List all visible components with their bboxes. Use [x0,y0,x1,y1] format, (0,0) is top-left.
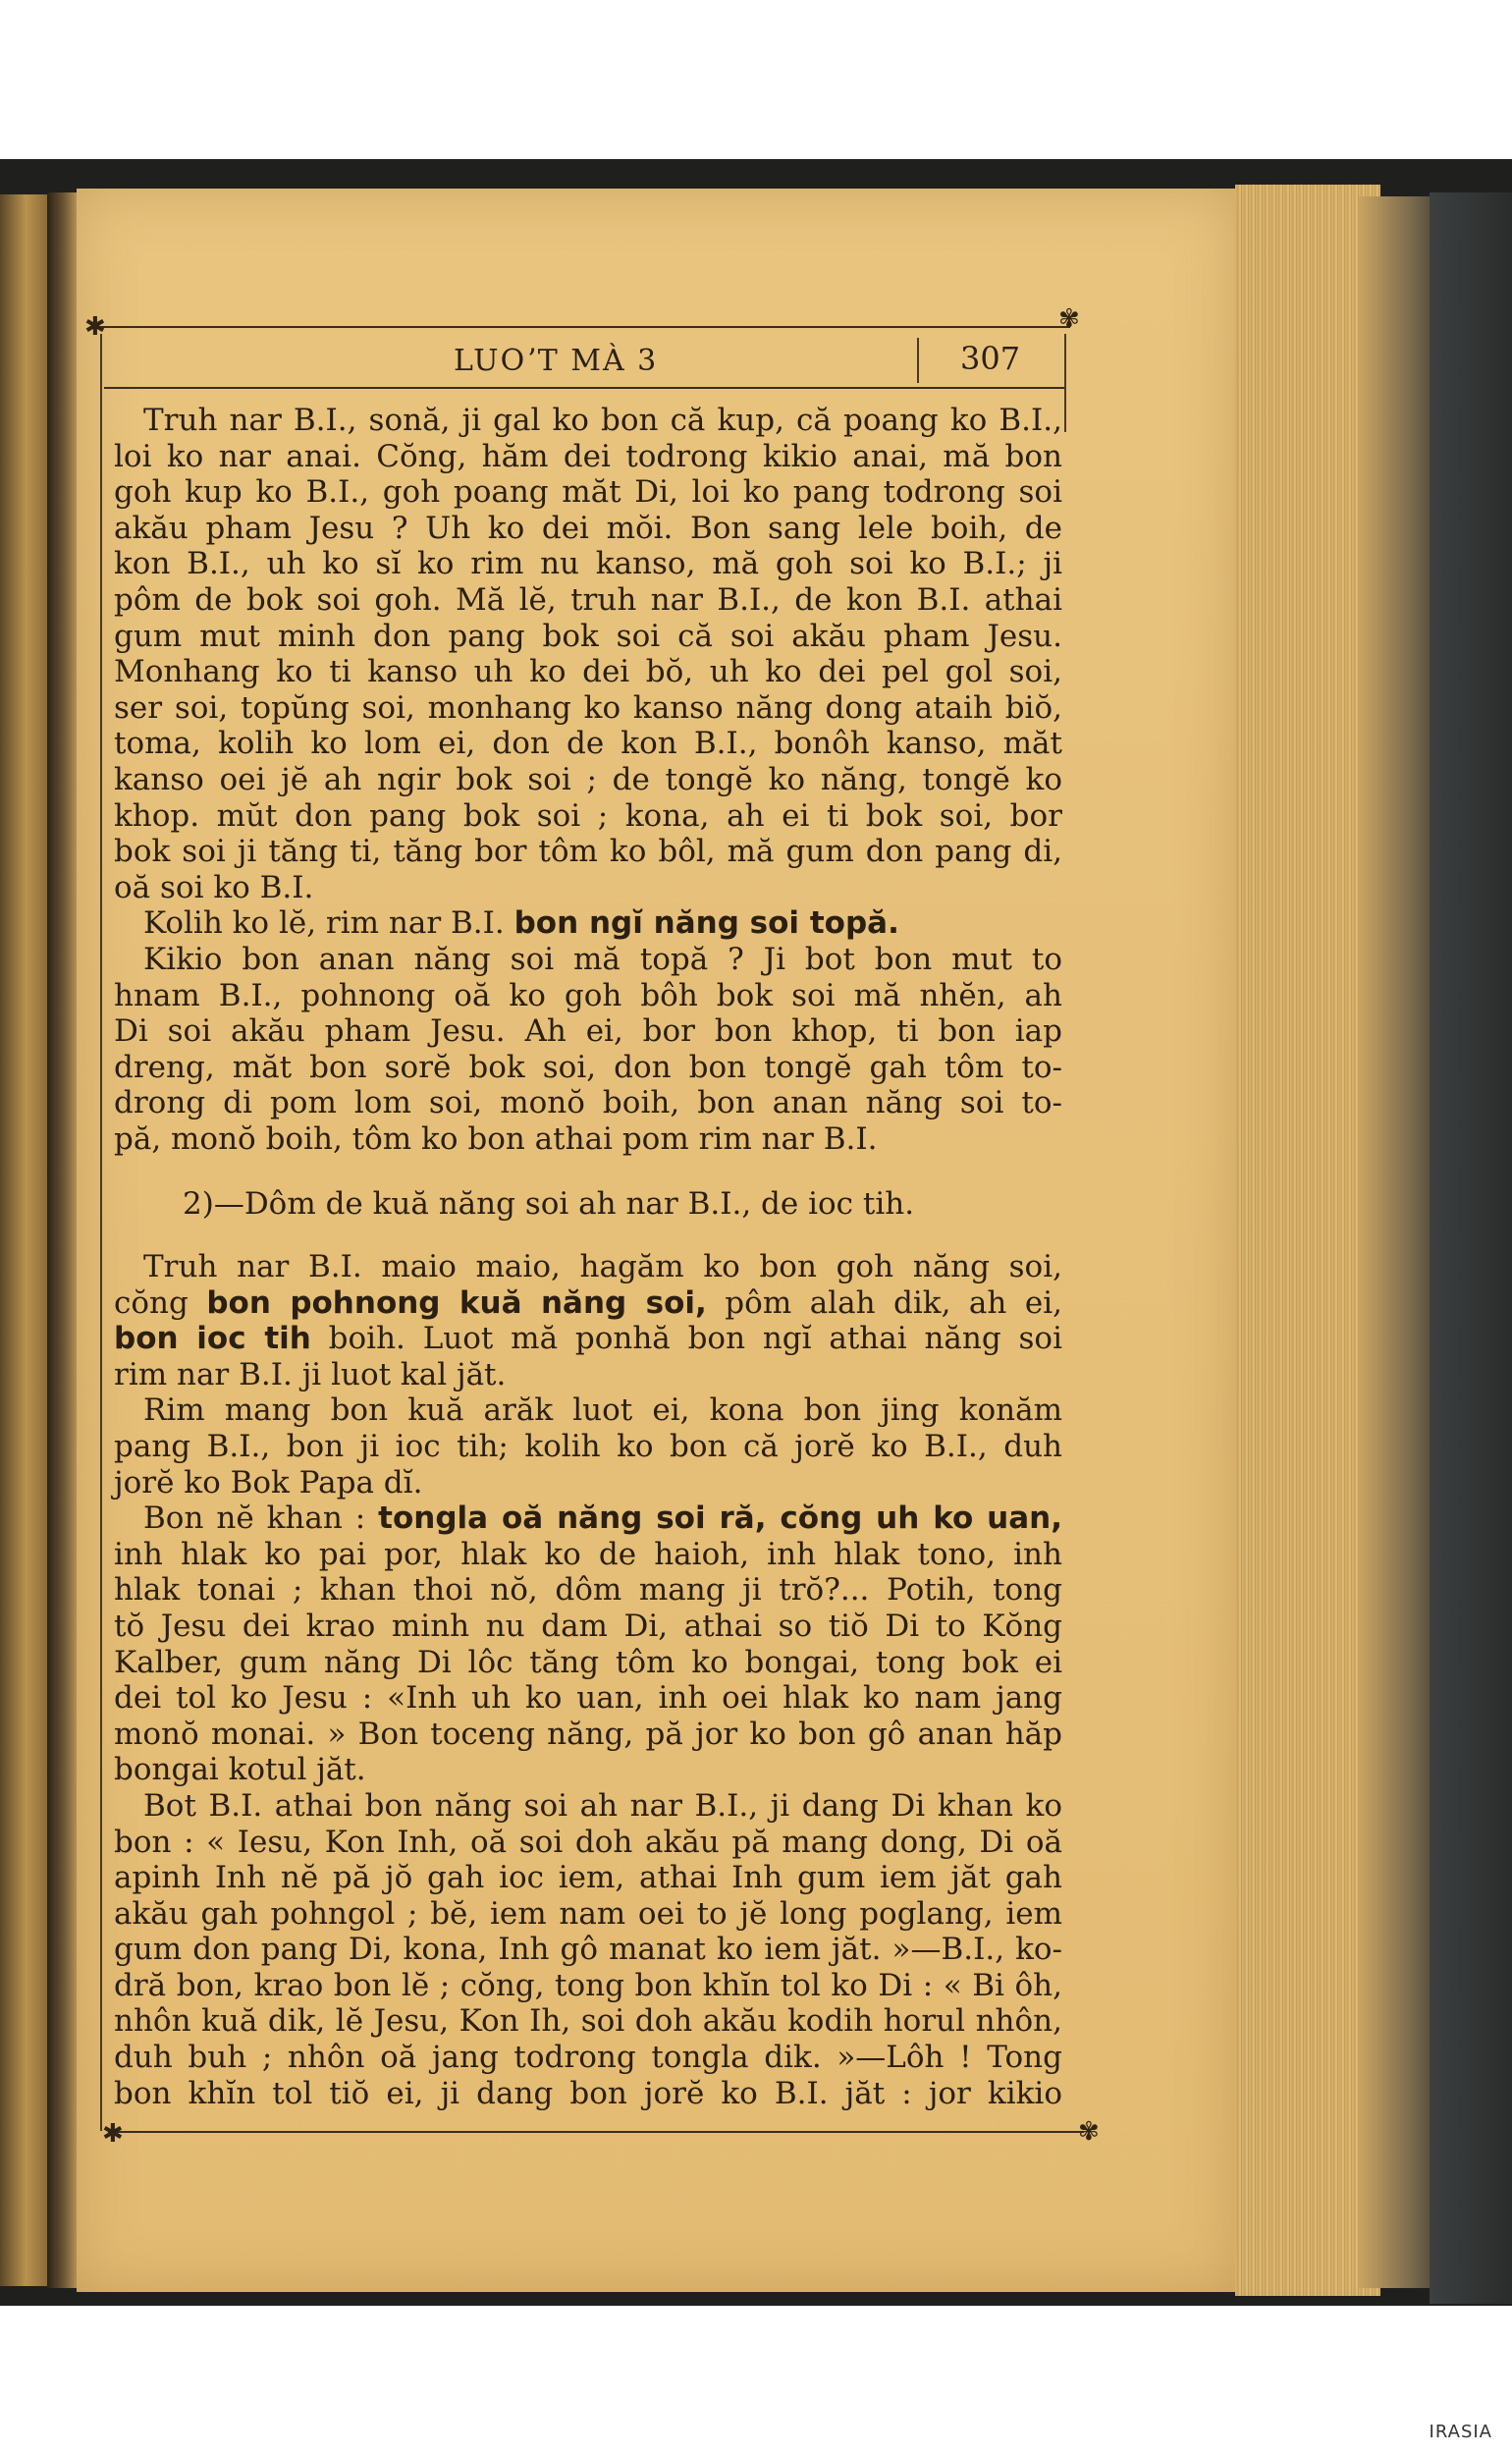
text-line: Truh nar B.I. maio maio, hagăm ko bon goh năng soi, [143,1249,1062,1284]
text-line: rim nar B.I. ji luot kal jăt. [114,1356,507,1392]
text-run: boih. Luot mă ponhă bon ngĭ athai năng soi [310,1321,1063,1357]
text-line: bok soi ji tăng ti, tăng bor tôm ko bôl, mă gum don pang di, [114,834,1062,870]
right-border-rule [1064,334,1066,432]
text-block-1 [114,403,1062,1157]
text-run: Kolih ko lĕ, rim nar B.I. [143,905,514,942]
text-line: gum don pang Di, kona, Inh gô manat ko iem jăt. »—B.I., ko- [114,1932,1062,1968]
text-line: apinh Inh nĕ pă jŏ gah ioc iem, athai Inh gum iem jăt gah [114,1860,1062,1896]
text-line: pôm de bok soi goh. Mă lĕ, truh nar B.I., de kon B.I. athai [114,581,1062,618]
section-heading: 2)—Dôm de kuă năng soi ah nar B.I., de ioc tih. [183,1186,915,1222]
text-line: bon khĭn tol tiŏ ei, ji dang bon jorĕ ko B.I. jăt : jor kikio [114,2075,1062,2111]
text-line: Truh nar B.I., sonă, ji gal ko bon că kup, că poang ko B.I., [143,403,1062,438]
running-title: LUOʼT MÀ 3 [454,344,659,378]
book-cover [1430,192,1512,2304]
text-line: Di soi akău pham Jesu. Ah ei, bor bon khop, ti bon iap [114,1013,1062,1050]
text-line: bongai kotul jăt. [114,1752,366,1788]
ornament-icon: ✱ [84,312,106,342]
text-line: ser soi, topŭng soi, monhang ko kanso năng dong ataih biŏ, [114,689,1062,726]
text-line: toma, kolih ko lom ei, don de kon B.I., bonôh kanso, măt [114,726,1062,762]
text-run: Bon nĕ khan : [143,1500,379,1537]
text-line: goh kup ko B.I., goh poang măt Di, loi ko pang todrong soi [114,474,1062,511]
text-line: dreng, măt bon sorĕ bok soi, don bon tongĕ gah tôm to- [114,1049,1062,1085]
page-number-divider [917,338,919,383]
text-line: akău gah pohngol ; bĕ, iem nam oei to jĕ long poglang, iem [114,1895,1062,1932]
footer-rule [108,2131,1084,2133]
text-line: tŏ Jesu dei krao minh nu dam Di, athai so tiŏ Di to Kŏng [114,1608,1062,1644]
left-border-rule [100,334,102,2131]
header-underline [104,387,1064,389]
watermark-label: IRASIA [1429,2422,1492,2442]
text-line [114,905,1062,942]
text-line: monŏ monai. » Bon toceng năng, pă jor ko bon gô anan hăp [114,1716,1062,1752]
header-rule [90,326,1070,328]
text-line: Rim mang bon kuă arăk luot ei, kona bon jing konăm [143,1392,1062,1429]
book-gutter [47,192,81,2288]
bold-text: bon pohnong kuă năng soi, [206,1284,707,1321]
bold-text: tongla oă năng soi ră, cŏng uh ko uan, [378,1500,1063,1537]
text-line [114,1321,1062,1357]
text-line: pang B.I., bon ji ioc tih; kolih ko bon că jorĕ ko B.I., duh [114,1428,1062,1464]
text-line: hlak tonai ; khan thoi nŏ, dôm mang ji trŏ?... Potih, tong [114,1572,1062,1609]
text-line: khop. mŭt don pang bok soi ; kona, ah ei ti bok soi, bor [114,797,1062,834]
text-line: gum mut minh don pang bok soi că soi akău pham Jesu. [114,618,1062,654]
text-line: bon : « Iesu, Kon Inh, oă soi doh akău pă mang dong, Di oă [114,1824,1062,1860]
text-line: oă soi ko B.I. [114,869,314,905]
text-line [114,1285,1062,1322]
text-run: cŏng [114,1284,207,1321]
facing-page-edge [0,194,47,2286]
bold-text: bon ngĭ năng soi topă. [513,905,899,942]
text-line [114,1500,1062,1537]
text-block-2 [114,1249,1062,2111]
text-line: Kikio bon anan năng soi mă topă ? Ji bot bon mut to [143,941,1062,977]
text-line: nhôn kuă dik, lĕ Jesu, Kon Ih, soi doh akău kodih horul nhôn, [114,2003,1062,2040]
text-line: drong di pom lom soi, monŏ boih, bon anan năng soi to- [114,1085,1062,1121]
text-line: jorĕ ko Bok Papa dĭ. [114,1464,423,1500]
ornament-icon: ✱ [102,2119,124,2149]
ornament-icon: ✾ [1058,304,1080,334]
text-line: dei tol ko Jesu : «Inh uh ko uan, inh oei hlak ko nam jang [114,1680,1062,1717]
text-line: hnam B.I., pohnong oă ko goh bôh bok soi mă nhĕn, ah [114,977,1062,1013]
text-line: dră bon, krao bon lĕ ; cŏng, tong bon khĭn tol ko Di : « Bi ôh, [114,1967,1062,2003]
text-line: loi ko nar anai. Cŏng, hăm dei todrong kikio anai, mă bon [114,438,1062,474]
text-line: kanso oei jĕ ah ngir bok soi ; de tongĕ ko năng, tongĕ ko [114,761,1062,797]
page-number: 307 [960,340,1021,377]
text-line: duh buh ; nhôn oă jang todrong tongla dik. »—Lôh ! Tong [114,2040,1062,2076]
ornament-icon: ✾ [1078,2117,1100,2147]
text-line: akău pham Jesu ? Uh ko dei mŏi. Bon sang lele boih, de [114,510,1062,546]
text-line: pă, monŏ boih, tôm ko bon athai pom rim nar B.I. [114,1120,878,1157]
text-run: pôm alah dik, ah ei, [706,1284,1062,1321]
text-line: Bot B.I. athai bon năng soi ah nar B.I., ji dang Di khan ko [143,1787,1062,1824]
text-line: Monhang ko ti kanso uh ko dei bŏ, uh ko dei pel gol soi, [114,654,1062,690]
text-line: kon B.I., uh ko sĭ ko rim nu kanso, mă goh soi ko B.I.; ji [114,546,1062,582]
bold-text: bon ioc tih [114,1321,311,1357]
text-line: inh hlak ko pai por, hlak ko de haioh, inh hlak tono, inh [114,1536,1062,1572]
text-line: Kalber, gum năng Di lôc tăng tôm ko bongai, tong bok ei [114,1644,1062,1680]
